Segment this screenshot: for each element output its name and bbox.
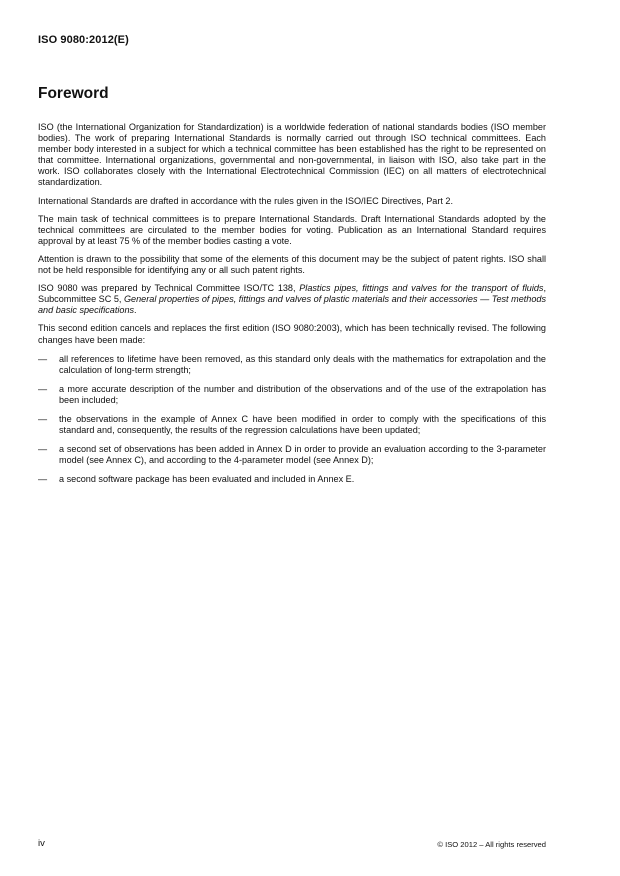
preparation-text-2: , Subcommittee SC 5,: [38, 283, 546, 305]
list-item-text: a second set of observations has been added in Annex D in order to provide an evaluation according to the 3-parameter model (see Annex C), and according to the 4-parameter model (see Annex D);: [59, 444, 546, 466]
dash-bullet: —: [38, 353, 48, 364]
subcommittee-title: General properties of pipes, fittings and valves of plastic materials and their accessories — Test methods and basic specifications: [38, 294, 547, 316]
list-item: [38, 354, 546, 376]
list-item: [38, 384, 546, 406]
paragraph-patent-notice: Attention is drawn to the possibility that some of the elements of this document may be the subject of patent rights. ISO shall not be held responsible for identifying any or all such patent rights.: [38, 253, 546, 276]
dash-bullet: —: [38, 444, 48, 455]
foreword-body: [38, 122, 546, 493]
paragraph-preparation: [38, 283, 546, 316]
section-title: Foreword: [38, 85, 109, 102]
list-item-text: a more accurate description of the number and distribution of the observations and of the use of the extrapolation has been included;: [59, 383, 546, 405]
dash-bullet: —: [38, 474, 48, 485]
preparation-text-1: ISO 9080 was prepared by Technical Committee ISO/TC 138,: [38, 283, 300, 294]
paragraph-committee-task: The main task of technical committees is to prepare International Standards. Draft International Standards adopted by the technical committees are circulated to the member bodies for voting. Publication as an International Standard requires approval by at least 75 % of the member bodies casting a vote.: [38, 213, 546, 246]
paragraph-directives: International Standards are drafted in accordance with the rules given in the ISO/IEC Directives, Part 2.: [38, 195, 453, 206]
list-item-text: the observations in the example of Annex C have been modified in order to comply with the specifications of this standard and, consequently, the results of the regression calculations have been updated;: [59, 413, 546, 436]
list-item: [38, 474, 546, 485]
paragraph-edition-changes: This second edition cancels and replaces the first edition (ISO 9080:2003), which has been technically revised. The following changes have been made:: [38, 323, 546, 345]
list-item: [38, 414, 546, 436]
dash-bullet: —: [38, 383, 48, 394]
list-item-text: all references to lifetime have been removed, as this standard only deals with the mathematics for extrapolation and the calculation of long-term strength;: [59, 353, 546, 375]
changes-list: [38, 354, 546, 486]
dash-bullet: —: [38, 413, 48, 424]
copyright-notice: © ISO 2012 – All rights reserved: [437, 840, 546, 849]
page-number: iv: [38, 838, 45, 849]
committee-title: Plastics pipes, fittings and valves for the transport of fluids: [299, 283, 544, 294]
preparation-text-3: .: [134, 305, 137, 316]
paragraph-iso-intro: ISO (the International Organization for Standardization) is a worldwide federation of national standards bodies (ISO member bodies). The work of preparing International Standards is normally carried out through ISO technical committees. Each member body interested in a subject for which a technical committee has been established has the right to be represented on that committee. International organizations, governmental and non-governmental, in liaison with ISO, also take part in the work. ISO collaborates closely with the International Electrotechnical Commission (IEC) on all matters of electrotechnical standardization.: [38, 122, 546, 188]
list-item: [38, 444, 546, 466]
list-item-text: a second software package has been evaluated and included in Annex E.: [59, 474, 355, 485]
document-id-header: ISO 9080:2012(E): [38, 34, 129, 46]
